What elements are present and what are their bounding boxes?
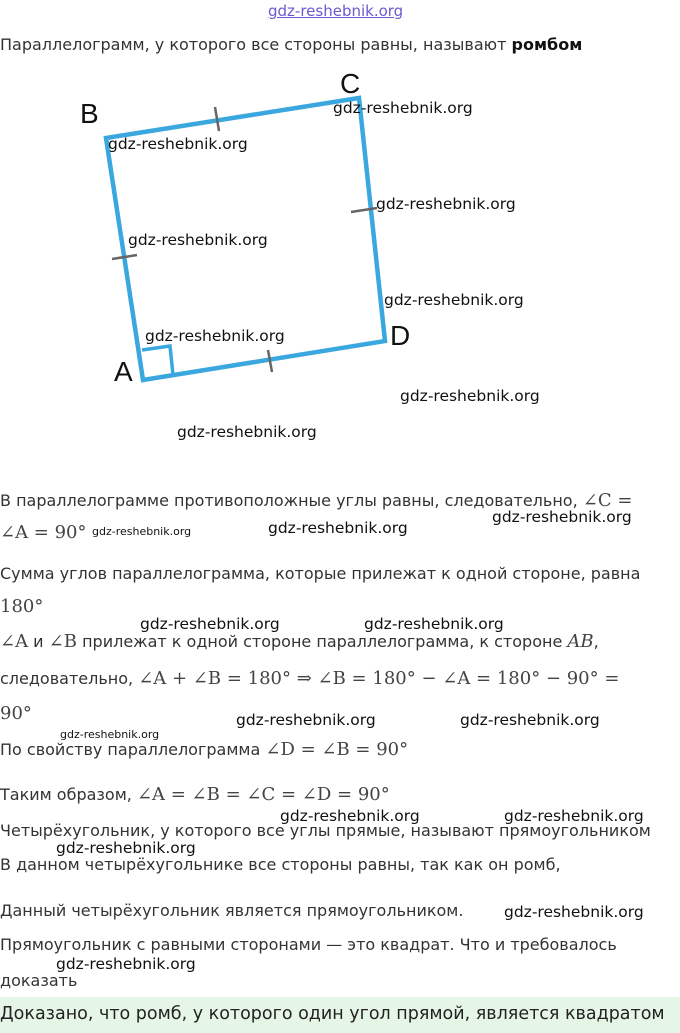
watermark: gdz-reshebnik.org [504, 903, 644, 921]
watermark: gdz-reshebnik.org [108, 135, 248, 153]
vertex-label-b: B [80, 98, 99, 129]
p3-side [567, 631, 593, 652]
watermark: gdz-reshebnik.org [400, 387, 540, 405]
watermark: gdz-reshebnik.org [268, 519, 408, 537]
watermark: gdz-reshebnik.org [492, 508, 632, 526]
p4-equation: ∠A + ∠B = 180° ⇒ ∠B = 180° − ∠A = 180° − 90° = [138, 668, 620, 689]
p3-comma: , [593, 632, 599, 651]
watermark: gdz-reshebnik.org [364, 615, 504, 633]
watermark: gdz-reshebnik.org [92, 525, 192, 538]
watermark: gdz-reshebnik.org [60, 728, 160, 741]
watermark: gdz-reshebnik.org [145, 327, 285, 345]
watermark: gdz-reshebnik.org [140, 615, 280, 633]
intro-bold-term: ромбом [511, 35, 583, 54]
paragraph-therefore [0, 668, 619, 689]
watermark: gdz-reshebnik.org [177, 423, 317, 441]
watermark: gdz-reshebnik.org [280, 807, 420, 825]
p5-equation: ∠D = ∠B = 90° [265, 739, 409, 760]
watermark: gdz-reshebnik.org [56, 839, 196, 857]
watermark: gdz-reshebnik.org [384, 291, 524, 309]
p6-equation: ∠A = ∠B = ∠C = ∠D = 90° [136, 784, 390, 805]
paragraph-is-rectangle: Данный четырёхугольник является прямоугольником. [0, 901, 464, 920]
vertex-label-c: C [340, 68, 361, 99]
intro-plain: Параллелограмм, у которого все стороны равны, называют [0, 35, 512, 54]
p4-equation-end: 90° [0, 703, 32, 724]
p1-equation-end: ∠A = 90° [0, 522, 87, 543]
vertex-label-a: A [114, 356, 133, 387]
paragraph-rectangle-def: Четырёхугольник, у которого все углы прямые, называют прямоугольником [0, 821, 651, 840]
watermark: gdz-reshebnik.org [236, 711, 376, 729]
watermark: gdz-reshebnik.org [128, 231, 268, 249]
p3-angle-a: ∠A [0, 631, 29, 652]
watermark: gdz-reshebnik.org [333, 99, 473, 117]
paragraph-adjacent-ab [0, 631, 599, 652]
conclusion-box [0, 997, 680, 1033]
vertex-label-d: D [390, 320, 411, 351]
p3-angle-b: ∠B [48, 631, 77, 652]
conclusion-text: Доказано, что ромб, у которого один угол прямой, является квадратом [0, 1004, 665, 1024]
paragraph-angle-d [0, 739, 408, 760]
watermark: gdz-reshebnik.org [56, 955, 196, 973]
paragraph-adjacent-sum: Сумма углов параллелограмма, которые прилежат к одной стороне, равна [0, 564, 641, 583]
p3-side-ab: AB [567, 631, 594, 652]
p1-equation-start: ∠C = [582, 490, 633, 511]
header-watermark-link[interactable]: gdz-reshebnik.org [268, 2, 404, 20]
p2-value: 180° [0, 596, 44, 617]
p4-text: следовательно, [0, 669, 139, 688]
watermark: gdz-reshebnik.org [460, 711, 600, 729]
paragraph-square-line1: Прямоугольник с равными сторонами — это квадрат. Что и требовалось [0, 935, 617, 954]
p3-and: и [28, 632, 49, 651]
p5-text: По свойству параллелограмма [0, 740, 266, 759]
p6-text: Таким образом, [0, 785, 137, 804]
paragraph-all-angles [0, 784, 390, 805]
watermark: gdz-reshebnik.org [504, 807, 644, 825]
right-angle-marker [142, 346, 173, 375]
paragraph-sides-equal: В данном четырёхугольнике все стороны равны, так как он ромб, [0, 855, 561, 874]
paragraph-square-line2: доказать [0, 971, 78, 990]
watermark: gdz-reshebnik.org [376, 195, 516, 213]
p3-text: прилежат к одной стороне параллелограмма, к стороне [76, 632, 568, 651]
p1-text: В параллелограмме противоположные углы равны, следовательно, [0, 491, 583, 510]
